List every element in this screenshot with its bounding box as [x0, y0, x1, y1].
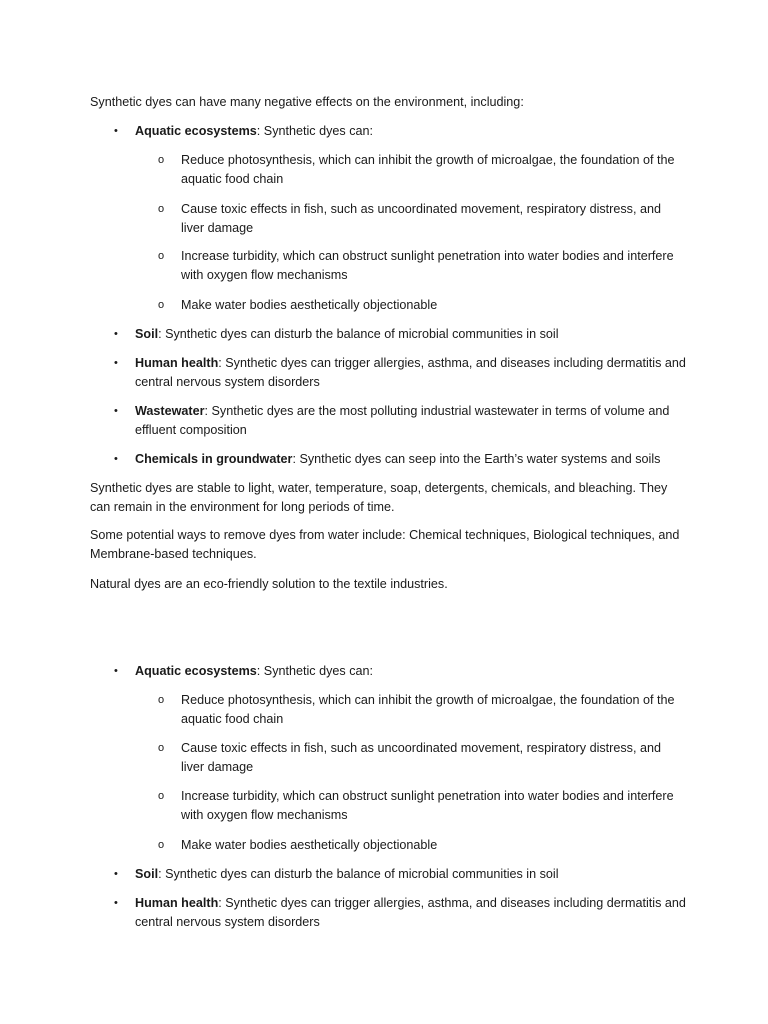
sub-bullet-icon: o — [158, 790, 165, 802]
item-text: : Synthetic dyes can: — [256, 124, 374, 138]
item-text: : Synthetic dyes can trigger allergies, asthma, and diseases including dermatitis and central nervous system disorders — [135, 356, 686, 389]
sub-item-photosynthesis: Reduce photosynthesis, which can inhibit the growth of microalgae, the foundation of the aquatic food chain — [181, 693, 675, 726]
bullet-icon: • — [114, 125, 118, 137]
bullet-icon: • — [114, 897, 118, 909]
item-term: Human health — [135, 356, 219, 370]
item-text: : Synthetic dyes can: — [256, 664, 374, 678]
item-text: : Synthetic dyes can disturb the balance of microbial communities in soil — [158, 327, 559, 341]
bullet-icon: • — [114, 665, 118, 677]
list-item-soil — [135, 865, 690, 884]
item-term: Wastewater — [135, 404, 205, 418]
sub-item-aesthetics: Make water bodies aesthetically objectionable — [181, 298, 438, 312]
bullet-icon: • — [114, 453, 118, 465]
list-item-aquatic — [135, 662, 690, 681]
natural-dyes-paragraph: Natural dyes are an eco-friendly solution to the textile industries. — [90, 577, 448, 591]
list-item-groundwater — [135, 450, 690, 469]
sub-bullet-icon: o — [158, 299, 165, 311]
sub-bullet-icon: o — [158, 839, 165, 851]
item-text: : Synthetic dyes can disturb the balance of microbial communities in soil — [158, 867, 559, 881]
bullet-icon: • — [114, 405, 118, 417]
list-item-aquatic — [135, 122, 690, 141]
intro-paragraph: Synthetic dyes can have many negative effects on the environment, including: — [90, 95, 524, 109]
list-item-wastewater — [135, 402, 690, 440]
item-term: Soil — [135, 327, 159, 341]
stability-paragraph: Synthetic dyes are stable to light, water, temperature, soap, detergents, chemicals, and bleaching. They can remain in the environment for long periods of time. — [90, 481, 668, 514]
sub-bullet-icon: o — [158, 203, 165, 215]
item-text: : Synthetic dyes can trigger allergies, asthma, and diseases including dermatitis and central nervous system disorders — [135, 896, 686, 929]
sub-bullet-icon: o — [158, 154, 165, 166]
list-item-human-health — [135, 354, 690, 392]
list-item-human-health — [135, 894, 690, 932]
sub-bullet-icon: o — [158, 742, 165, 754]
list-item-soil — [135, 325, 690, 344]
sub-bullet-icon: o — [158, 250, 165, 262]
item-term: Aquatic ecosystems — [135, 664, 257, 678]
sub-item-photosynthesis: Reduce photosynthesis, which can inhibit the growth of microalgae, the foundation of the aquatic food chain — [181, 153, 675, 186]
item-text: : Synthetic dyes are the most polluting industrial wastewater in terms of volume and effluent composition — [135, 404, 670, 437]
item-term: Chemicals in groundwater — [135, 452, 293, 466]
bullet-icon: • — [114, 328, 118, 340]
sub-item-turbidity: Increase turbidity, which can obstruct sunlight penetration into water bodies and interfere with oxygen flow mechanisms — [181, 249, 674, 282]
sub-bullet-icon: o — [158, 694, 165, 706]
sub-item-turbidity: Increase turbidity, which can obstruct sunlight penetration into water bodies and interfere with oxygen flow mechanisms — [181, 789, 674, 822]
bullet-icon: • — [114, 868, 118, 880]
sub-item-toxic-effects: Cause toxic effects in fish, such as uncoordinated movement, respiratory distress, and liver damage — [181, 202, 661, 235]
item-term: Aquatic ecosystems — [135, 124, 257, 138]
bullet-icon: • — [114, 357, 118, 369]
sub-item-toxic-effects: Cause toxic effects in fish, such as uncoordinated movement, respiratory distress, and liver damage — [181, 741, 661, 774]
removal-paragraph: Some potential ways to remove dyes from water include: Chemical techniques, Biological techniques, and Membrane-based techniques. — [90, 528, 680, 561]
sub-item-aesthetics: Make water bodies aesthetically objectionable — [181, 838, 438, 852]
item-term: Human health — [135, 896, 219, 910]
item-text: : Synthetic dyes can seep into the Earth’s water systems and soils — [292, 452, 661, 466]
item-term: Soil — [135, 867, 159, 881]
